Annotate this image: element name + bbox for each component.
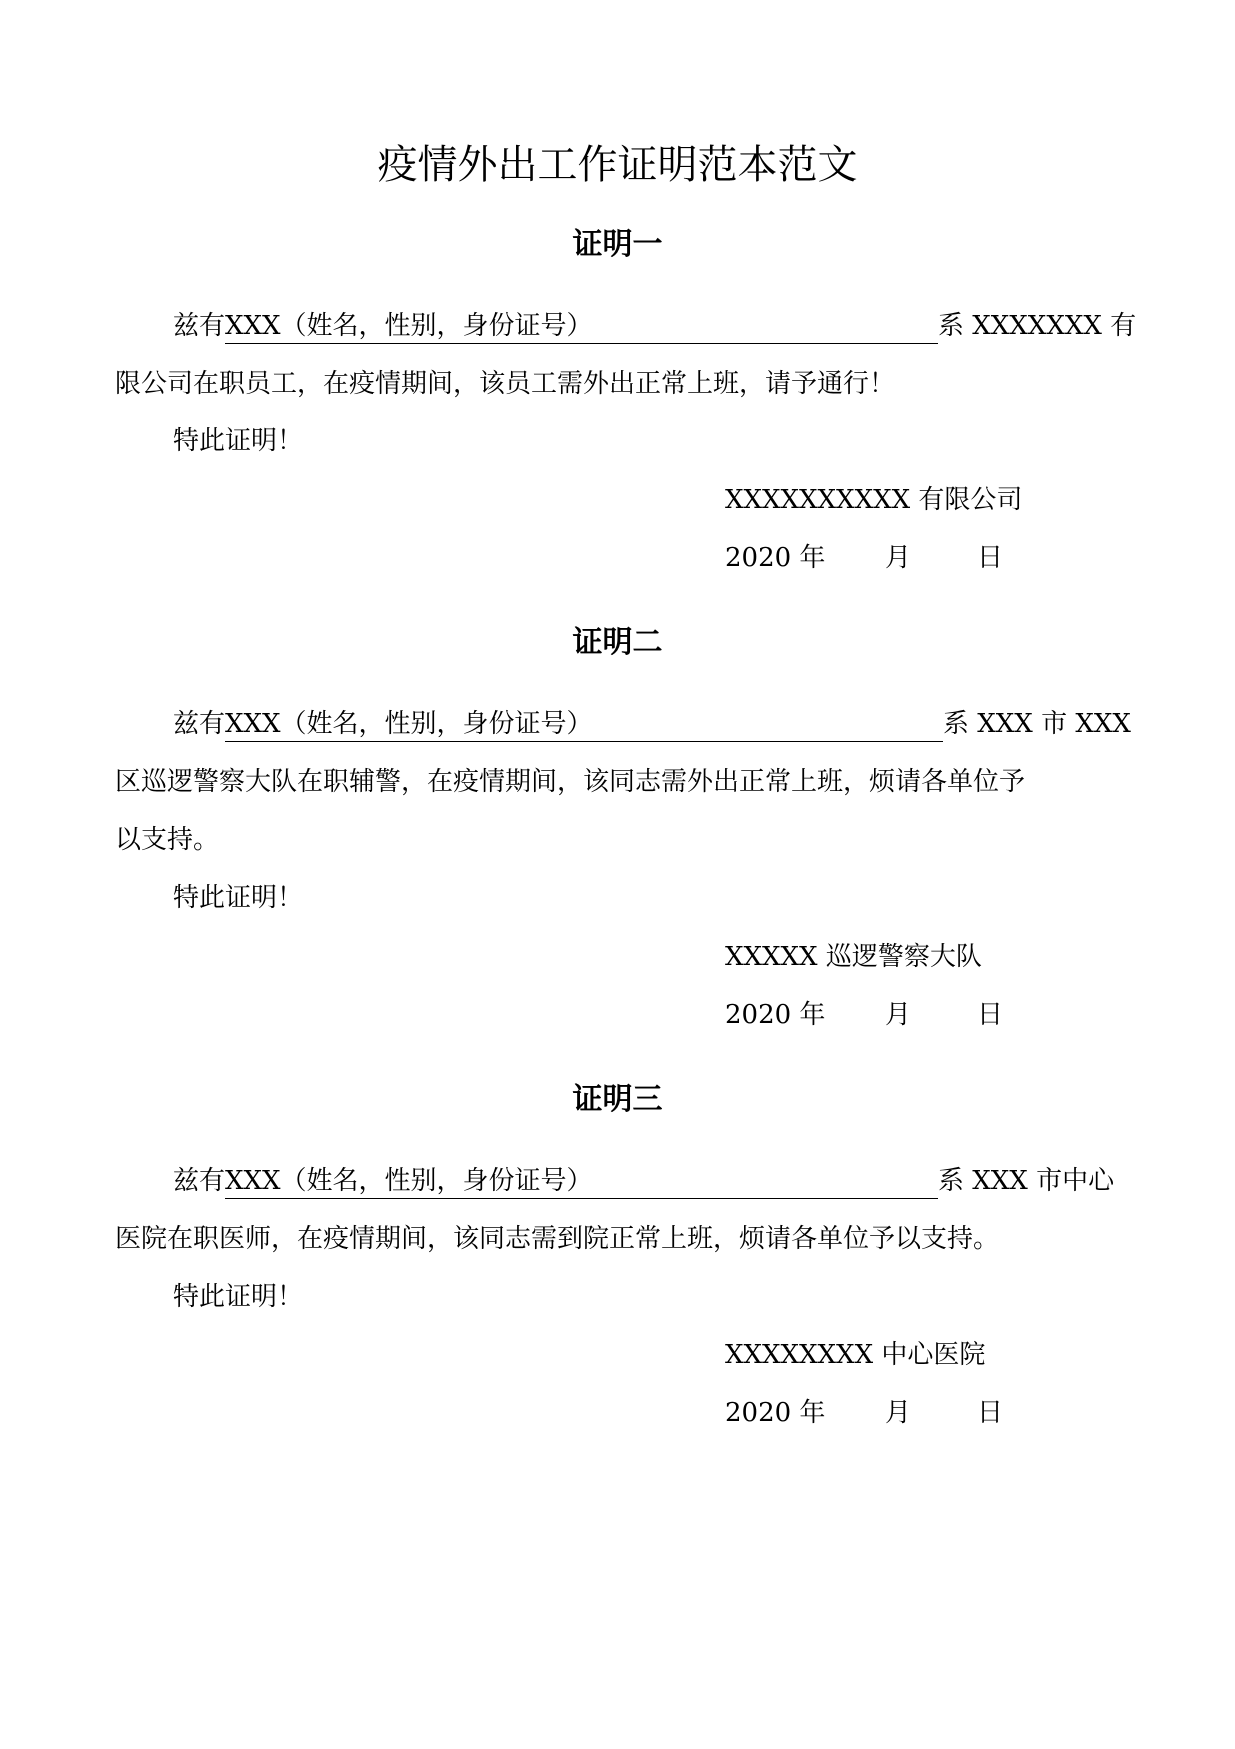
fill-in-blank: XXX（姓名，性别，身份证号）: [225, 309, 938, 344]
date-day: 日: [977, 1000, 1004, 1030]
section-heading-2: 证明二: [572, 625, 663, 660]
section-2-signature: XXXXX 巡逻警察大队: [725, 942, 982, 972]
intro-suffix: 系 XXX 市中心: [938, 1166, 1115, 1196]
section-1-intro-line: [173, 306, 1136, 346]
fill-in-blank: XXX（姓名，性别，身份证号）: [225, 707, 943, 742]
date-year: 2020 年: [725, 1000, 826, 1030]
section-1-signature: XXXXXXXXXX 有限公司: [725, 485, 1023, 515]
date-month: 月: [885, 1398, 912, 1428]
section-3-signature: XXXXXXXX 中心医院: [725, 1340, 986, 1370]
section-2-body-line: 区巡逻警察大队在职辅警，在疫情期间，该同志需外出正常上班，烦请各单位予: [115, 767, 1026, 797]
section-3-date: [725, 1393, 1003, 1433]
section-2-body-line: 以支持。: [115, 825, 220, 855]
document-title: 疫情外出工作证明范本范文: [377, 142, 858, 188]
section-1-body-line: 限公司在职员工，在疫情期间，该员工需外出正常上班，请予通行！: [115, 369, 896, 399]
intro-prefix: 兹有: [173, 311, 226, 341]
date-month: 月: [885, 543, 912, 573]
intro-prefix: 兹有: [173, 709, 226, 739]
fill-in-blank: XXX（姓名，性别，身份证号）: [225, 1164, 938, 1199]
intro-suffix: 系 XXXXXXX 有: [938, 311, 1137, 341]
section-2-intro-line: [173, 704, 1131, 744]
section-1-date: [725, 538, 1003, 578]
section-1-closing: 特此证明！: [173, 426, 304, 456]
section-heading-3: 证明三: [572, 1082, 663, 1117]
section-2-date: [725, 995, 1003, 1035]
date-month: 月: [885, 1000, 912, 1030]
section-3-body-line: 医院在职医师，在疫情期间，该同志需到院正常上班，烦请各单位予以支持。: [115, 1224, 1000, 1254]
section-3-closing: 特此证明！: [173, 1282, 304, 1312]
date-year: 2020 年: [725, 543, 826, 573]
date-day: 日: [977, 1398, 1004, 1428]
date-day: 日: [977, 543, 1004, 573]
section-3-intro-line: [173, 1161, 1114, 1201]
section-2-closing: 特此证明！: [173, 883, 304, 913]
intro-prefix: 兹有: [173, 1166, 226, 1196]
intro-suffix: 系 XXX 市 XXX: [943, 709, 1131, 739]
section-heading-1: 证明一: [572, 227, 663, 262]
date-year: 2020 年: [725, 1398, 826, 1428]
